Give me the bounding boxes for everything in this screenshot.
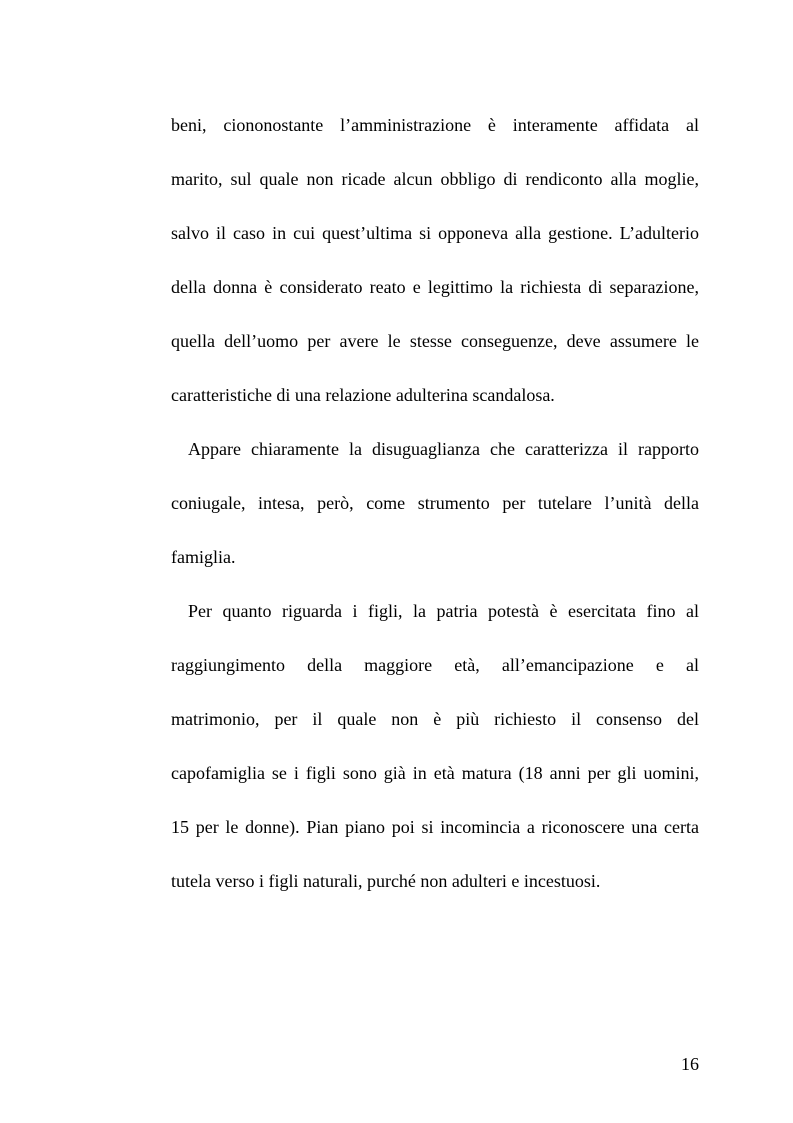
text-line: raggiungimento della maggiore età, all’emancipazione e al xyxy=(171,655,699,675)
text-line: Appare chiaramente la disuguaglianza che caratterizza il rapporto xyxy=(188,439,699,459)
text-line: salvo il caso in cui quest’ultima si opponeva alla gestione. L’adulterio xyxy=(171,223,699,243)
text-line: coniugale, intesa, però, come strumento per tutelare l’unità della xyxy=(171,493,699,513)
text-line: famiglia. xyxy=(171,547,236,567)
text-line: Per quanto riguarda i figli, la patria potestà è esercitata fino al xyxy=(188,601,699,621)
text-line: caratteristiche di una relazione adulterina scandalosa. xyxy=(171,385,555,405)
text-line: quella dell’uomo per avere le stesse conseguenze, deve assumere le xyxy=(171,331,699,351)
text-line: matrimonio, per il quale non è più richiesto il consenso del xyxy=(171,709,699,729)
text-line: tutela verso i figli naturali, purché non adulteri e incestuosi. xyxy=(171,871,601,891)
text-line: 15 per le donne). Pian piano poi si incomincia a riconoscere una certa xyxy=(171,817,699,837)
text-line: della donna è considerato reato e legittimo la richiesta di separazione, xyxy=(171,277,699,297)
text-line: beni, ciononostante l’amministrazione è interamente affidata al xyxy=(171,115,699,135)
page-number: 16 xyxy=(681,1054,699,1074)
text-line: capofamiglia se i figli sono già in età matura (18 anni per gli uomini, xyxy=(171,763,699,783)
text-line: marito, sul quale non ricade alcun obbligo di rendiconto alla moglie, xyxy=(171,169,699,189)
